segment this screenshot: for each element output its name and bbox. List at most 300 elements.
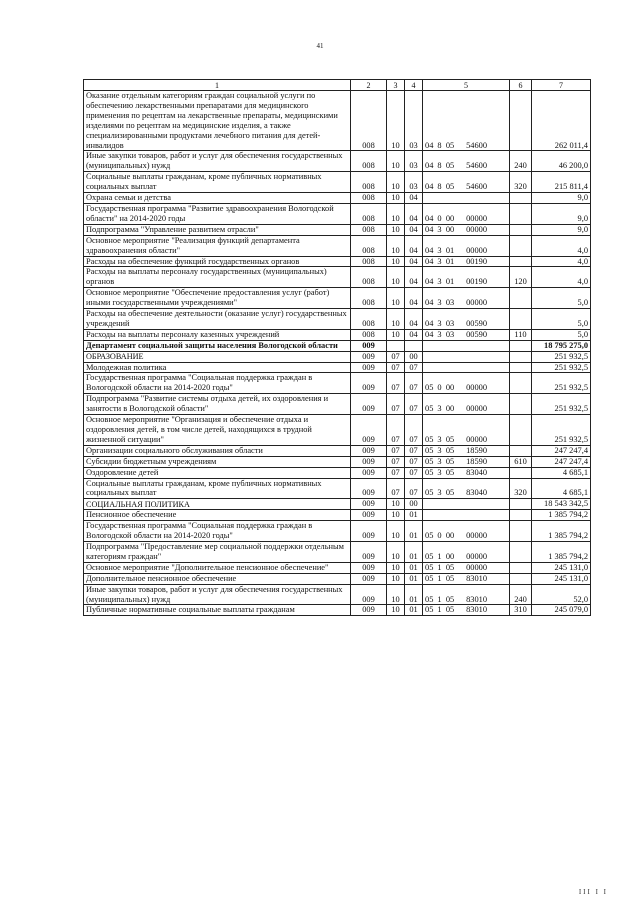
ministry-code-cell: 009 xyxy=(351,510,387,521)
expense-type-cell xyxy=(510,373,532,394)
program-code-part: 3 xyxy=(437,488,442,498)
program-code-part: 04 xyxy=(425,182,434,192)
expense-type-cell: 110 xyxy=(510,329,532,340)
amount-cell: 1 385 794,2 xyxy=(532,521,591,542)
expense-type-cell: 120 xyxy=(510,267,532,288)
subsection-code-cell: 04 xyxy=(405,193,423,204)
amount-cell: 245 131,0 xyxy=(532,562,591,573)
program-code-part: 05 xyxy=(445,573,455,583)
amount-cell: 251 932,5 xyxy=(532,415,591,446)
program-code-part: 00000 xyxy=(466,383,487,393)
ministry-code-cell: 009 xyxy=(351,521,387,542)
ministry-code-cell: 009 xyxy=(351,445,387,456)
expense-type-cell xyxy=(510,288,532,309)
program-code-part: 05 xyxy=(425,562,434,572)
expense-type-cell xyxy=(510,203,532,224)
expense-type-cell xyxy=(510,91,532,151)
program-code-part: 8 xyxy=(437,140,442,150)
item-name-cell: Департамент социальной защиты населения Вологодской области xyxy=(84,340,351,351)
program-code-part: 04 xyxy=(425,213,434,223)
section-code-cell: 10 xyxy=(387,510,405,521)
item-name-cell: Основное мероприятие "Реализация функций департамента здравоохранения области" xyxy=(84,235,351,256)
expense-type-cell xyxy=(510,510,532,521)
program-code-cell xyxy=(423,605,510,616)
program-code-part: 3 xyxy=(437,224,442,234)
section-code-cell: 10 xyxy=(387,605,405,616)
program-code-part: 05 xyxy=(425,404,434,414)
amount-cell: 18 795 275,0 xyxy=(532,340,591,351)
amount-cell: 5,0 xyxy=(532,288,591,309)
program-code-cell xyxy=(423,288,510,309)
program-code-cell xyxy=(423,172,510,193)
section-code-cell: 10 xyxy=(387,562,405,573)
table-row xyxy=(84,562,591,573)
table-row xyxy=(84,415,591,446)
program-code-part: 05 xyxy=(425,531,434,541)
program-code-part: 00 xyxy=(445,224,455,234)
expense-type-cell: 310 xyxy=(510,605,532,616)
program-code-part: 00 xyxy=(445,551,455,561)
table-row xyxy=(84,329,591,340)
subsection-code-cell: 07 xyxy=(405,415,423,446)
item-name-cell: Государственная программа "Развитие здравоохранения Вологодской области" на 2014-2020 годы xyxy=(84,203,351,224)
program-code-part: 05 xyxy=(445,182,455,192)
section-code-cell: 07 xyxy=(387,415,405,446)
table-row xyxy=(84,541,591,562)
program-code-cell xyxy=(423,541,510,562)
ministry-code-cell: 008 xyxy=(351,193,387,204)
program-code-part: 04 xyxy=(425,161,434,171)
item-name-cell: Социальные выплаты гражданам, кроме публичных нормативных социальных выплат xyxy=(84,172,351,193)
program-code-part: 3 xyxy=(437,456,442,466)
program-code-part: 05 xyxy=(425,605,434,615)
program-code-part: 05 xyxy=(425,383,434,393)
expense-type-cell: 320 xyxy=(510,478,532,499)
item-name-cell: Пенсионное обеспечение xyxy=(84,510,351,521)
program-code-part: 05 xyxy=(425,445,434,455)
program-code-part: 00000 xyxy=(466,224,487,234)
subsection-code-cell: 01 xyxy=(405,584,423,605)
program-code-part: 00590 xyxy=(466,318,487,328)
subsection-code-cell: 04 xyxy=(405,288,423,309)
ministry-code-cell: 009 xyxy=(351,362,387,373)
header-cell: 2 xyxy=(351,80,387,91)
program-code-part: 01 xyxy=(445,277,455,287)
table-row xyxy=(84,445,591,456)
budget-table xyxy=(83,79,591,616)
program-code-part: 0 xyxy=(437,531,442,541)
amount-cell: 1 385 794,2 xyxy=(532,510,591,521)
expense-type-cell xyxy=(510,541,532,562)
ministry-code-cell: 009 xyxy=(351,415,387,446)
table-row xyxy=(84,193,591,204)
item-name-cell: Дополнительное пенсионное обеспечение xyxy=(84,573,351,584)
item-name-cell: Основное мероприятие "Дополнительное пенсионное обеспечение" xyxy=(84,562,351,573)
table-row xyxy=(84,172,591,193)
section-code-cell: 10 xyxy=(387,256,405,267)
ministry-code-cell: 009 xyxy=(351,467,387,478)
program-code-part: 00590 xyxy=(466,329,487,339)
program-code-part: 83010 xyxy=(466,594,487,604)
item-name-cell: Расходы на выплаты персоналу государственных (муниципальных) органов xyxy=(84,267,351,288)
ministry-code-cell: 009 xyxy=(351,351,387,362)
program-code-cell xyxy=(423,499,510,510)
table-row xyxy=(84,521,591,542)
amount-cell: 4,0 xyxy=(532,267,591,288)
program-code-part: 00 xyxy=(445,213,455,223)
program-code-part: 00000 xyxy=(466,434,487,444)
program-code-cell xyxy=(423,309,510,330)
program-code-part: 00190 xyxy=(466,277,487,287)
subsection-code-cell: 01 xyxy=(405,510,423,521)
table-row xyxy=(84,510,591,521)
table-header-row xyxy=(84,80,591,91)
item-name-cell: Государственная программа "Социальная поддержка граждан в Вологодской области на 2014-2020 годы" xyxy=(84,521,351,542)
program-code-part: 83040 xyxy=(466,488,487,498)
amount-cell: 18 543 342,5 xyxy=(532,499,591,510)
program-code-part: 05 xyxy=(445,140,455,150)
program-code-part: 05 xyxy=(445,434,455,444)
ministry-code-cell: 008 xyxy=(351,309,387,330)
program-code-part: 00000 xyxy=(466,245,487,255)
program-code-cell xyxy=(423,340,510,351)
amount-cell: 9,0 xyxy=(532,193,591,204)
table-row xyxy=(84,467,591,478)
section-code-cell: 10 xyxy=(387,329,405,340)
expense-type-cell xyxy=(510,562,532,573)
program-code-cell xyxy=(423,329,510,340)
amount-cell: 4,0 xyxy=(532,256,591,267)
section-code-cell: 10 xyxy=(387,91,405,151)
expense-type-cell xyxy=(510,340,532,351)
table-row xyxy=(84,309,591,330)
program-code-part: 05 xyxy=(425,467,434,477)
item-name-cell: Охрана семьи и детства xyxy=(84,193,351,204)
program-code-part: 04 xyxy=(425,318,434,328)
section-code-cell: 10 xyxy=(387,193,405,204)
item-name-cell: Основное мероприятие "Обеспечение предоставления услуг (работ) иными государственными учреждениями" xyxy=(84,288,351,309)
amount-cell: 4 685,1 xyxy=(532,467,591,478)
table-row xyxy=(84,573,591,584)
ministry-code-cell: 008 xyxy=(351,256,387,267)
expense-type-cell xyxy=(510,193,532,204)
item-name-cell: ОБРАЗОВАНИЕ xyxy=(84,351,351,362)
section-code-cell: 10 xyxy=(387,499,405,510)
table-row xyxy=(84,394,591,415)
section-code-cell: 10 xyxy=(387,267,405,288)
item-name-cell: Подпрограмма "Управление развитием отрасли" xyxy=(84,224,351,235)
program-code-cell xyxy=(423,510,510,521)
item-name-cell: Подпрограмма "Развитие системы отдыха детей, их оздоровления и занятости в Вологодской области" xyxy=(84,394,351,415)
program-code-part: 01 xyxy=(445,256,455,266)
header-cell: 7 xyxy=(532,80,591,91)
program-code-part: 00000 xyxy=(466,298,487,308)
program-code-part: 05 xyxy=(445,605,455,615)
ministry-code-cell: 009 xyxy=(351,499,387,510)
program-code-part: 3 xyxy=(437,318,442,328)
item-name-cell: Расходы на обеспечение функций государственных органов xyxy=(84,256,351,267)
program-code-part: 1 xyxy=(437,551,442,561)
section-code-cell: 07 xyxy=(387,362,405,373)
header-cell: 4 xyxy=(405,80,423,91)
ministry-code-cell: 008 xyxy=(351,329,387,340)
amount-cell: 4,0 xyxy=(532,235,591,256)
section-code-cell: 10 xyxy=(387,288,405,309)
ministry-code-cell: 009 xyxy=(351,394,387,415)
program-code-part: 00000 xyxy=(466,213,487,223)
header-cell: 3 xyxy=(387,80,405,91)
program-code-part: 83010 xyxy=(466,573,487,583)
program-code-part: 05 xyxy=(425,434,434,444)
expense-type-cell: 610 xyxy=(510,456,532,467)
program-code-cell xyxy=(423,151,510,172)
table-row xyxy=(84,478,591,499)
ministry-code-cell: 009 xyxy=(351,562,387,573)
program-code-part: 05 xyxy=(445,467,455,477)
program-code-part: 3 xyxy=(437,298,442,308)
subsection-code-cell: 03 xyxy=(405,91,423,151)
section-code-cell: 10 xyxy=(387,151,405,172)
section-code-cell: 07 xyxy=(387,373,405,394)
program-code-part: 05 xyxy=(425,456,434,466)
subsection-code-cell: 01 xyxy=(405,521,423,542)
amount-cell: 247 247,4 xyxy=(532,445,591,456)
section-code-cell: 07 xyxy=(387,456,405,467)
program-code-part: 01 xyxy=(445,245,455,255)
program-code-part: 0 xyxy=(437,213,442,223)
ministry-code-cell: 008 xyxy=(351,288,387,309)
item-name-cell: Иные закупки товаров, работ и услуг для обеспечения государственных (муниципальных) нужд xyxy=(84,584,351,605)
program-code-part: 1 xyxy=(437,594,442,604)
amount-cell: 251 932,5 xyxy=(532,394,591,415)
program-code-cell xyxy=(423,256,510,267)
table-row xyxy=(84,151,591,172)
item-name-cell: Субсидии бюджетным учреждениям xyxy=(84,456,351,467)
expense-type-cell xyxy=(510,394,532,415)
expense-type-cell xyxy=(510,467,532,478)
ministry-code-cell: 009 xyxy=(351,541,387,562)
subsection-code-cell: 04 xyxy=(405,309,423,330)
amount-cell: 251 932,5 xyxy=(532,362,591,373)
program-code-part: 3 xyxy=(437,467,442,477)
expense-type-cell xyxy=(510,573,532,584)
subsection-code-cell: 07 xyxy=(405,445,423,456)
program-code-part: 1 xyxy=(437,562,442,572)
header-cell: 1 xyxy=(84,80,351,91)
amount-cell: 4 685,1 xyxy=(532,478,591,499)
program-code-part: 05 xyxy=(445,161,455,171)
table-row xyxy=(84,340,591,351)
program-code-part: 05 xyxy=(445,594,455,604)
subsection-code-cell: 07 xyxy=(405,467,423,478)
expense-type-cell xyxy=(510,499,532,510)
expense-type-cell xyxy=(510,351,532,362)
ministry-code-cell: 009 xyxy=(351,584,387,605)
amount-cell: 247 247,4 xyxy=(532,456,591,467)
section-code-cell: 10 xyxy=(387,203,405,224)
section-code-cell: 10 xyxy=(387,541,405,562)
program-code-cell xyxy=(423,521,510,542)
program-code-part: 3 xyxy=(437,256,442,266)
section-code-cell: 07 xyxy=(387,467,405,478)
amount-cell: 1 385 794,2 xyxy=(532,541,591,562)
program-code-part: 00000 xyxy=(466,404,487,414)
program-code-part: 83010 xyxy=(466,605,487,615)
item-name-cell: СОЦИАЛЬНАЯ ПОЛИТИКА xyxy=(84,499,351,510)
program-code-part: 00000 xyxy=(466,562,487,572)
item-name-cell: Иные закупки товаров, работ и услуг для обеспечения государственных (муниципальных) нужд xyxy=(84,151,351,172)
section-code-cell: 10 xyxy=(387,172,405,193)
program-code-cell xyxy=(423,373,510,394)
amount-cell: 5,0 xyxy=(532,329,591,340)
item-name-cell: Расходы на обеспечение деятельности (оказание услуг) государственных учреждений xyxy=(84,309,351,330)
ministry-code-cell: 009 xyxy=(351,605,387,616)
amount-cell: 215 811,4 xyxy=(532,172,591,193)
program-code-cell xyxy=(423,478,510,499)
program-code-part: 1 xyxy=(437,605,442,615)
expense-type-cell xyxy=(510,235,532,256)
ministry-code-cell: 009 xyxy=(351,373,387,394)
subsection-code-cell: 07 xyxy=(405,362,423,373)
subsection-code-cell: 07 xyxy=(405,478,423,499)
program-code-part: 05 xyxy=(425,488,434,498)
amount-cell: 46 200,0 xyxy=(532,151,591,172)
program-code-part: 18590 xyxy=(466,456,487,466)
program-code-cell xyxy=(423,351,510,362)
item-name-cell: Государственная программа "Социальная поддержка граждан в Вологодской области на 2014-2020 годы" xyxy=(84,373,351,394)
program-code-part: 83040 xyxy=(466,467,487,477)
expense-type-cell: 240 xyxy=(510,584,532,605)
subsection-code-cell: 00 xyxy=(405,499,423,510)
section-code-cell: 10 xyxy=(387,584,405,605)
program-code-part: 04 xyxy=(425,298,434,308)
amount-cell: 245 131,0 xyxy=(532,573,591,584)
program-code-part: 3 xyxy=(437,245,442,255)
program-code-part: 54600 xyxy=(466,182,487,192)
subsection-code-cell: 01 xyxy=(405,541,423,562)
item-name-cell: Основное мероприятие "Организация и обеспечение отдыха и оздоровления детей, в том числе детей, находящихся в трудной жизненной ситуации" xyxy=(84,415,351,446)
program-code-cell xyxy=(423,193,510,204)
table-row xyxy=(84,605,591,616)
program-code-part: 05 xyxy=(445,562,455,572)
program-code-cell xyxy=(423,562,510,573)
program-code-part: 8 xyxy=(437,182,442,192)
ministry-code-cell: 008 xyxy=(351,91,387,151)
program-code-part: 04 xyxy=(425,245,434,255)
program-code-part: 54600 xyxy=(466,140,487,150)
program-code-part: 03 xyxy=(445,318,455,328)
expense-type-cell: 320 xyxy=(510,172,532,193)
item-name-cell: Социальные выплаты гражданам, кроме публичных нормативных социальных выплат xyxy=(84,478,351,499)
program-code-cell xyxy=(423,267,510,288)
ministry-code-cell: 008 xyxy=(351,203,387,224)
program-code-part: 03 xyxy=(445,329,455,339)
ministry-code-cell: 009 xyxy=(351,573,387,584)
program-code-part: 04 xyxy=(425,277,434,287)
program-code-part: 03 xyxy=(445,298,455,308)
program-code-part: 8 xyxy=(437,161,442,171)
expense-type-cell xyxy=(510,256,532,267)
ministry-code-cell: 009 xyxy=(351,478,387,499)
ministry-code-cell: 009 xyxy=(351,456,387,467)
table-row xyxy=(84,456,591,467)
section-code-cell: 10 xyxy=(387,521,405,542)
subsection-code-cell: 03 xyxy=(405,172,423,193)
program-code-cell xyxy=(423,224,510,235)
subsection-code-cell: 04 xyxy=(405,256,423,267)
page-number: 41 xyxy=(316,42,324,50)
program-code-cell xyxy=(423,456,510,467)
subsection-code-cell: 01 xyxy=(405,573,423,584)
table-row xyxy=(84,256,591,267)
program-code-cell xyxy=(423,445,510,456)
header-cell: 5 xyxy=(423,80,510,91)
program-code-part: 3 xyxy=(437,445,442,455)
table-row xyxy=(84,288,591,309)
amount-cell: 251 932,5 xyxy=(532,373,591,394)
table-row xyxy=(84,91,591,151)
section-code-cell: 10 xyxy=(387,573,405,584)
program-code-part: 3 xyxy=(437,434,442,444)
ministry-code-cell: 008 xyxy=(351,235,387,256)
table-row xyxy=(84,584,591,605)
table-row xyxy=(84,499,591,510)
table-row xyxy=(84,267,591,288)
section-code-cell: 07 xyxy=(387,445,405,456)
table-row xyxy=(84,203,591,224)
program-code-cell xyxy=(423,235,510,256)
subsection-code-cell xyxy=(405,340,423,351)
subsection-code-cell: 07 xyxy=(405,373,423,394)
header-cell: 6 xyxy=(510,80,532,91)
program-code-part: 05 xyxy=(425,551,434,561)
table-row xyxy=(84,351,591,362)
item-name-cell: Расходы на выплаты персоналу казенных учреждений xyxy=(84,329,351,340)
subsection-code-cell: 04 xyxy=(405,224,423,235)
ministry-code-cell: 008 xyxy=(351,224,387,235)
subsection-code-cell: 07 xyxy=(405,456,423,467)
table-row xyxy=(84,224,591,235)
program-code-part: 00000 xyxy=(466,531,487,541)
section-code-cell: 07 xyxy=(387,351,405,362)
subsection-code-cell: 04 xyxy=(405,203,423,224)
item-name-cell: Молодежная политика xyxy=(84,362,351,373)
subsection-code-cell: 00 xyxy=(405,351,423,362)
program-code-part: 00 xyxy=(445,404,455,414)
subsection-code-cell: 04 xyxy=(405,329,423,340)
program-code-cell xyxy=(423,467,510,478)
expense-type-cell xyxy=(510,309,532,330)
table-row xyxy=(84,373,591,394)
footer-mark: ІІІ І І xyxy=(578,888,608,896)
amount-cell: 251 932,5 xyxy=(532,351,591,362)
program-code-part: 00 xyxy=(445,531,455,541)
expense-type-cell: 240 xyxy=(510,151,532,172)
subsection-code-cell: 04 xyxy=(405,267,423,288)
section-code-cell: 10 xyxy=(387,309,405,330)
ministry-code-cell: 008 xyxy=(351,151,387,172)
program-code-part: 0 xyxy=(437,383,442,393)
item-name-cell: Оздоровление детей xyxy=(84,467,351,478)
expense-type-cell xyxy=(510,224,532,235)
section-code-cell xyxy=(387,340,405,351)
section-code-cell: 10 xyxy=(387,224,405,235)
subsection-code-cell: 03 xyxy=(405,151,423,172)
program-code-cell xyxy=(423,394,510,415)
section-code-cell: 07 xyxy=(387,478,405,499)
amount-cell: 5,0 xyxy=(532,309,591,330)
program-code-part: 04 xyxy=(425,140,434,150)
